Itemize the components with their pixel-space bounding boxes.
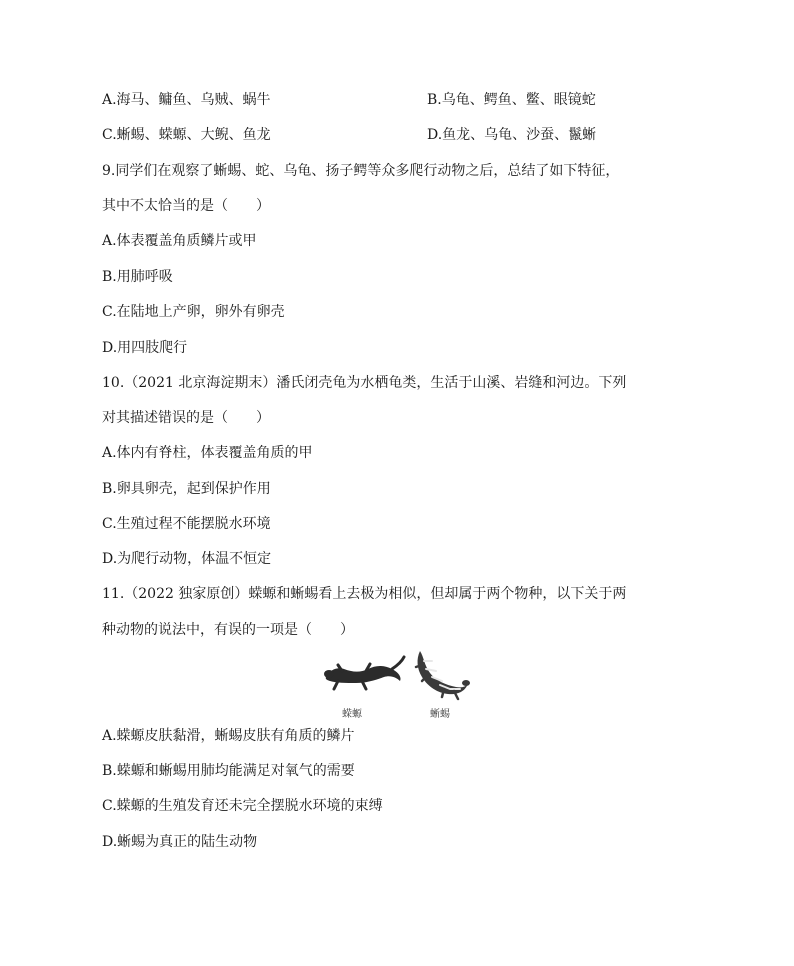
q11-stem-line1: 11.（2022 独家原创）蝾螈和蜥蜴看上去极为相似，但却属于两个物种，以下关于两	[102, 586, 627, 602]
q10-option-d: D.为爬行动物，体温不恒定	[102, 551, 272, 567]
q8-option-d: D.鱼龙、乌龟、沙蚕、鬣蜥	[427, 127, 597, 143]
salamander-label: 蝾螈	[342, 709, 362, 720]
q9-option-d: D.用四肢爬行	[102, 340, 188, 356]
animal-figure	[320, 647, 470, 719]
lizard-label: 蜥蜴	[430, 709, 450, 720]
q11-option-c: C.蝾螈的生殖发育还未完全摆脱水环境的束缚	[102, 798, 383, 814]
q11-option-a: A.蝾螈皮肤黏滑，蜥蜴皮肤有角质的鳞片	[102, 728, 355, 744]
q10-option-b: B.卵具卵壳，起到保护作用	[102, 481, 271, 497]
q10-stem-line2: 对其描述错误的是（ ）	[102, 410, 270, 426]
q11-option-b: B.蝾螈和蜥蜴用肺均能满足对氧气的需要	[102, 763, 355, 779]
salamander-icon	[324, 657, 404, 689]
q9-option-a: A.体表覆盖角质鳞片或甲	[102, 233, 257, 249]
q8-option-b: B.乌龟、鳄鱼、鳖、眼镜蛇	[427, 92, 596, 108]
lizard-icon	[416, 651, 470, 699]
q8-option-c: C.蜥蜴、蝾螈、大鲵、鱼龙	[102, 127, 271, 143]
q11-stem-line2: 种动物的说法中，有误的一项是（ ）	[102, 622, 354, 638]
q9-option-c: C.在陆地上产卵，卵外有卵壳	[102, 304, 285, 320]
animal-figure-graphic	[320, 647, 470, 705]
q9-stem-line1: 9.同学们在观察了蜥蜴、蛇、乌龟、扬子鳄等众多爬行动物之后，总结了如下特征，	[102, 163, 620, 179]
q10-option-a: A.体内有脊柱，体表覆盖角质的甲	[102, 445, 313, 461]
q10-option-c: C.生殖过程不能摆脱水环境	[102, 516, 271, 532]
q9-option-b: B.用肺呼吸	[102, 269, 173, 285]
q11-option-d: D.蜥蜴为真正的陆生动物	[102, 834, 258, 850]
q10-stem-line1: 10.（2021 北京海淀期末）潘氏闭壳龟为水栖龟类，生活于山溪、岩缝和河边。下列	[102, 375, 627, 391]
q9-stem-line2: 其中不太恰当的是（ ）	[102, 198, 270, 214]
q8-option-a: A.海马、鳙鱼、乌贼、蜗牛	[102, 92, 271, 108]
